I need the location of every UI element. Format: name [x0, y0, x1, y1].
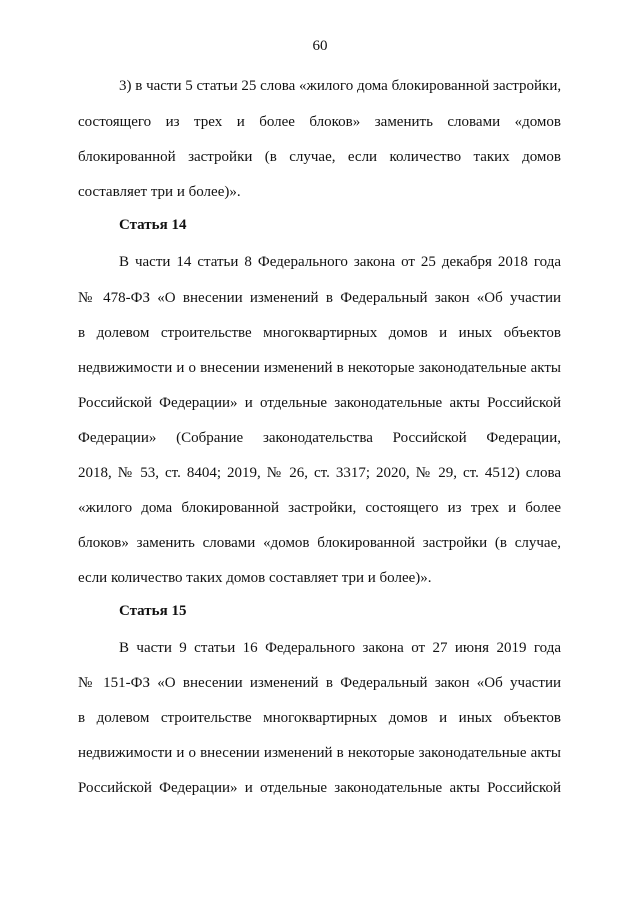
- article15-line-1: В части 9 статьи 16 Федерального закона от 27 июня 2019 года: [119, 640, 561, 656]
- article14-line-1: В части 14 статьи 8 Федерального закона от 25 декабря 2018 года: [119, 254, 561, 270]
- article14-line-2: № 478-ФЗ «О внесении изменений в Федеральный закон «Об участии: [78, 290, 561, 306]
- article14-line-4: недвижимости и о внесении изменений в некоторые законодательные акты: [78, 360, 561, 376]
- article14-line-7: 2018, № 53, ст. 8404; 2019, № 26, ст. 3317; 2020, № 29, ст. 4512) слова: [78, 465, 561, 481]
- article14-line-8: «жилого дома блокированной застройки, состоящего из трех и более: [78, 500, 561, 516]
- article14-line-9: блоков» заменить словами «домов блокированной застройки (в случае,: [78, 535, 561, 551]
- article15-line-3: в долевом строительстве многоквартирных домов и иных объектов: [78, 710, 561, 726]
- article14-line-6: Федерации» (Собрание законодательства Российской Федерации,: [78, 430, 561, 446]
- item3-line-3: блокированной застройки (в случае, если количество таких домов: [78, 149, 561, 165]
- item3-line-2: состоящего из трех и более блоков» заменить словами «домов: [78, 114, 561, 130]
- article14-line-10: если количество таких домов составляет три и более)».: [78, 570, 432, 586]
- article15-line-5: Российской Федерации» и отдельные законодательные акты Российской: [78, 780, 561, 796]
- item3-line-1: 3) в части 5 статьи 25 слова «жилого дома блокированной застройки,: [119, 78, 562, 94]
- article14-line-3: в долевом строительстве многоквартирных домов и иных объектов: [78, 325, 561, 341]
- article14-line-5: Российской Федерации» и отдельные законодательные акты Российской: [78, 395, 561, 411]
- article14-heading: Статья 14: [119, 217, 187, 233]
- item3-line-4: составляет три и более)».: [78, 184, 241, 200]
- article15-heading: Статья 15: [119, 603, 187, 619]
- page-number: 60: [312, 38, 328, 54]
- article15-line-4: недвижимости и о внесении изменений в некоторые законодательные акты: [78, 745, 561, 761]
- article15-line-2: № 151-ФЗ «О внесении изменений в Федеральный закон «Об участии: [78, 675, 561, 691]
